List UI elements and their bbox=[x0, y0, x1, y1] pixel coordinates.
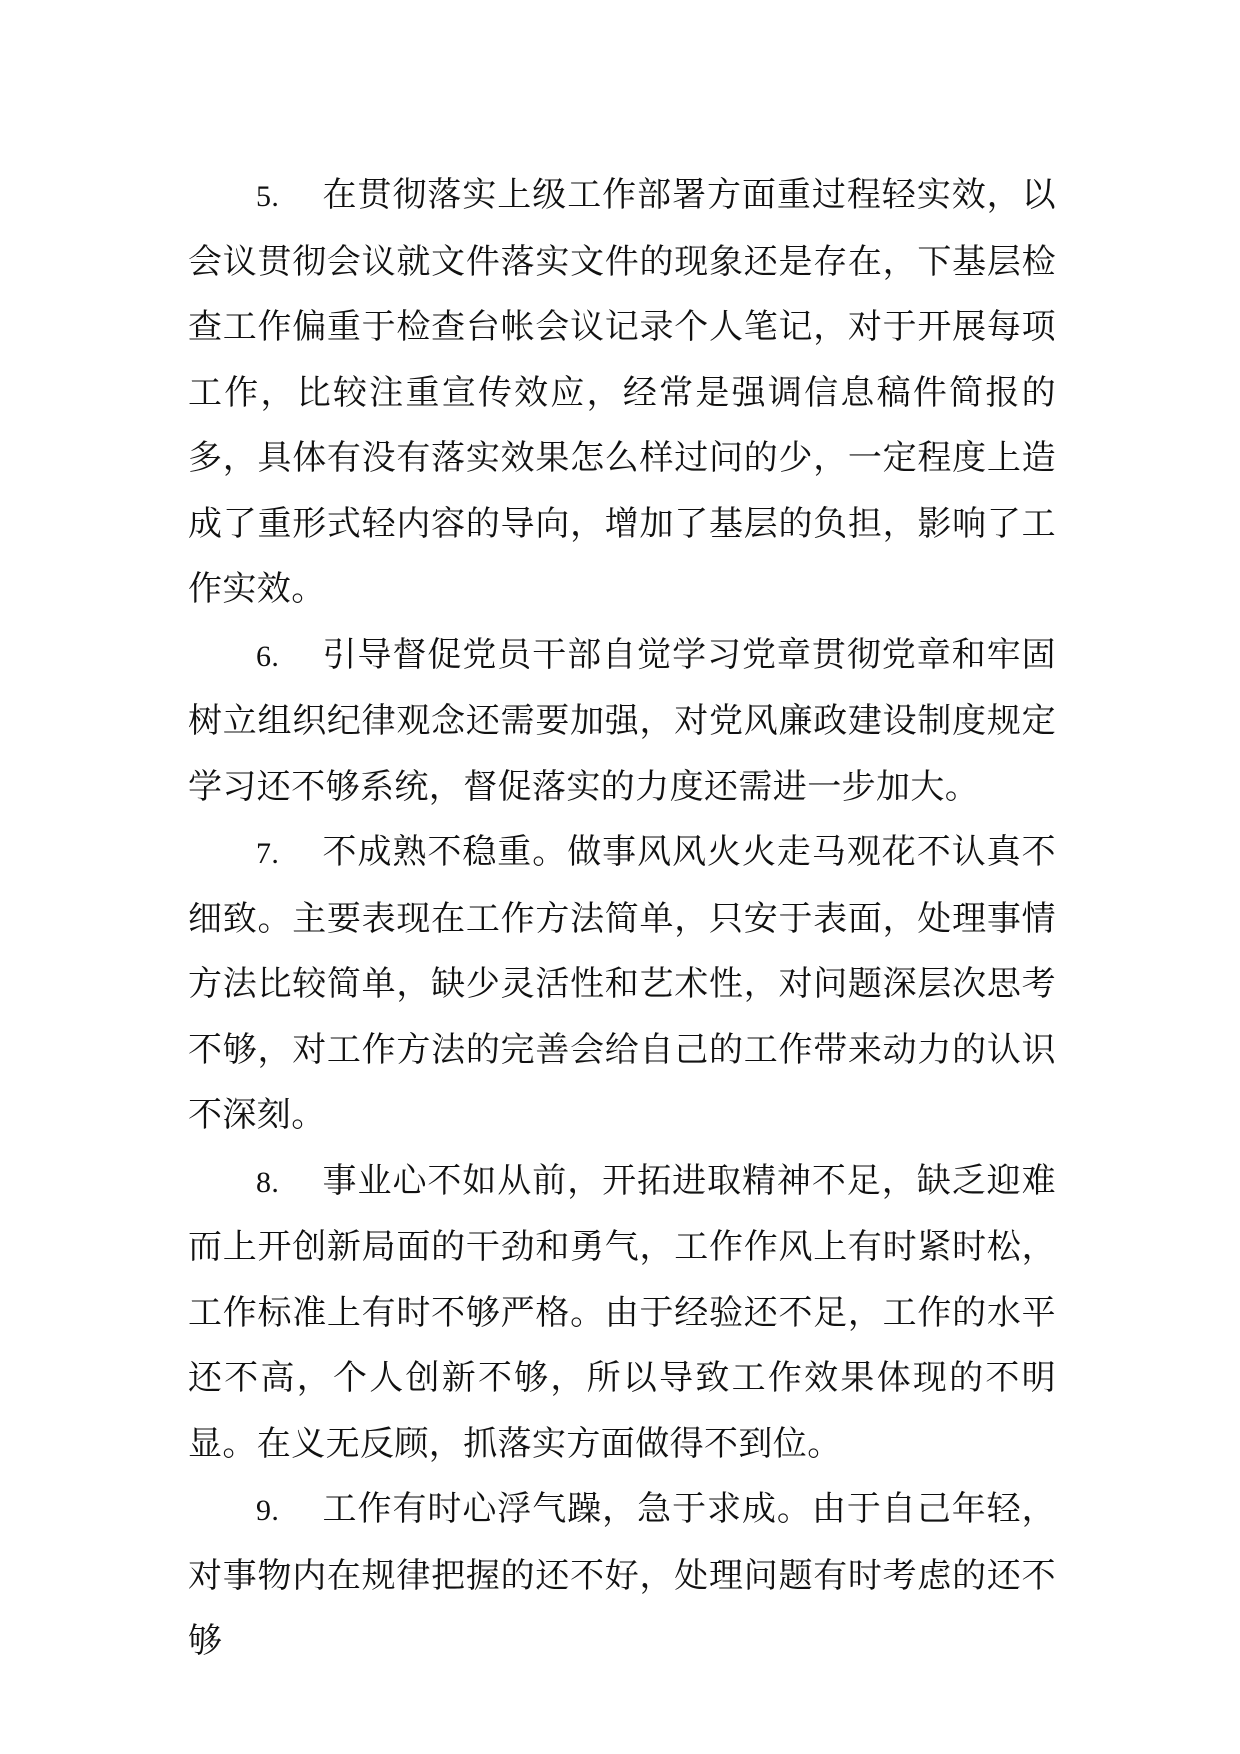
list-item-8 bbox=[188, 1149, 1056, 1478]
item-text: 不成熟不稳重。做事风风火火走马观花不认真不细致。主要表现在工作方法简单，只安于表面，处理事情方法比较简单，缺少灵活性和艺术性，对问题深层次思考不够，对工作方法的完善会给自己的工作带来动力的认识不深刻。 bbox=[188, 832, 1056, 1135]
list-item-6 bbox=[188, 623, 1056, 821]
list-item-9 bbox=[188, 1477, 1056, 1675]
item-text: 引导督促党员干部自觉学习党章贯彻党章和牢固树立组织纪律观念还需要加强，对党风廉政建设制度规定学习还不够系统，督促落实的力度还需进一步加大。 bbox=[188, 634, 1056, 807]
item-number: 6. bbox=[256, 639, 280, 673]
item-number: 8. bbox=[256, 1165, 280, 1199]
item-text: 事业心不如从前，开拓进取精神不足，缺乏迎难而上开创新局面的干劲和勇气，工作作风上有时紧时松，工作标准上有时不够严格。由于经验还不足，工作的水平还不高，个人创新不够，所以导致工作效果体现的不明显。在义无反顾，抓落实方面做得不到位。 bbox=[188, 1160, 1056, 1464]
item-number: 5. bbox=[256, 180, 280, 213]
item-text: 在贯彻落实上级工作部署方面重过程轻实效，以会议贯彻会议就文件落实文件的现象还是存在，下基层检查工作偏重于检查台帐会议记录个人笔记，对于开展每项工作，比较注重宣传效应，经常是强调信息稿件简报的多，具体有没有落实效果怎么样过问的少，一定程度上造成了重形式轻内容的导向，增加了基层的负担，影响了工作实效。 bbox=[188, 175, 1056, 609]
list-item-5 bbox=[188, 163, 1056, 623]
item-text: 工作有时心浮气躁，急于求成。由于自己年轻，对事物内在规律把握的还不好，处理问题有时考虑的还不够 bbox=[188, 1489, 1056, 1661]
item-number: 7. bbox=[256, 837, 280, 870]
list-item-7 bbox=[188, 820, 1056, 1149]
item-number: 9. bbox=[256, 1494, 280, 1527]
document-body bbox=[188, 163, 1056, 1675]
